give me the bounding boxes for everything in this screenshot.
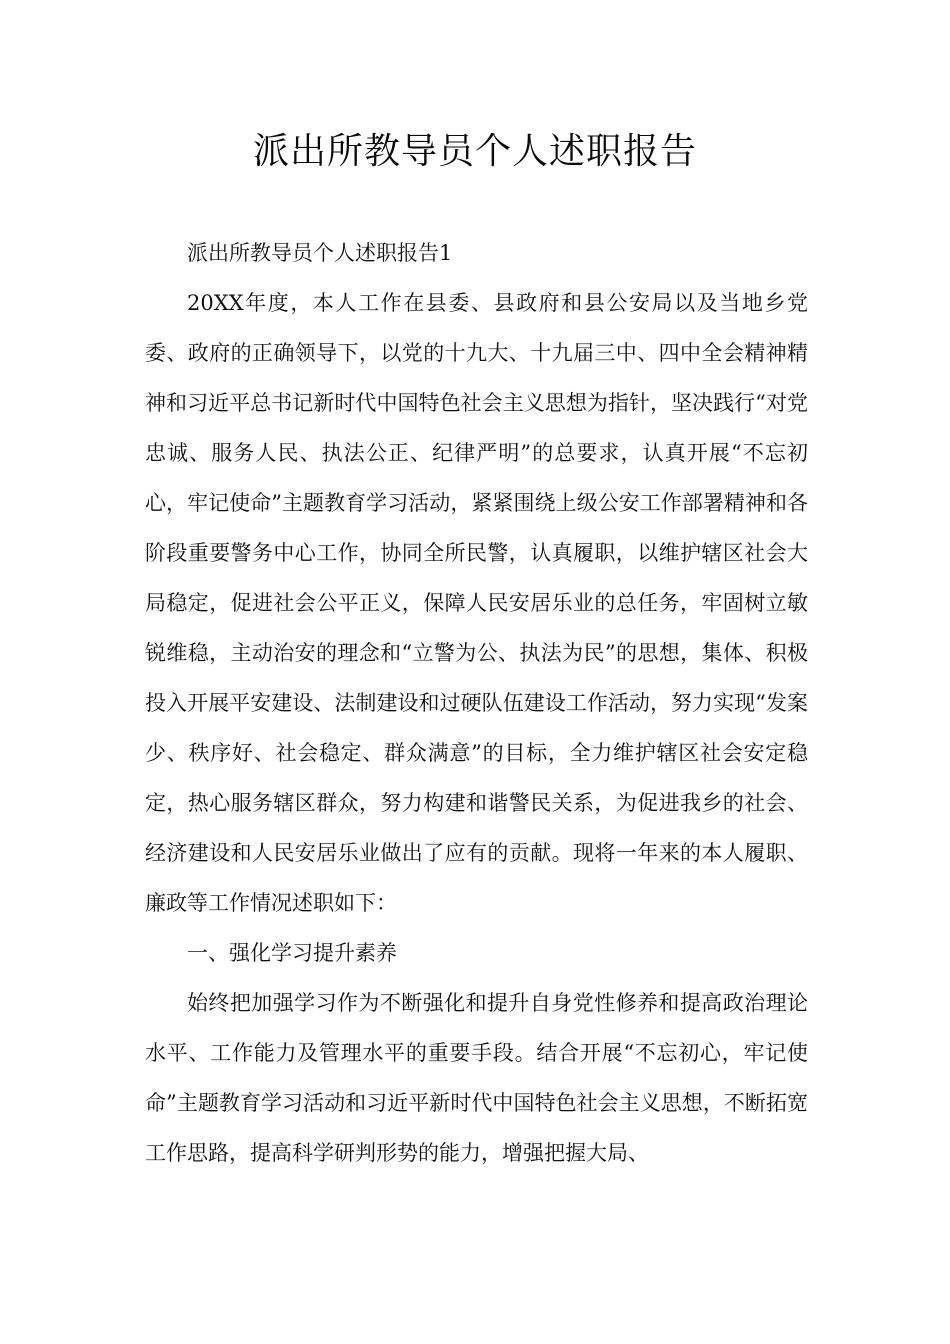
section-heading-1: 一、强化学习提升素养 [187,941,397,965]
document-title: 派出所教导员个人述职报告 [252,131,697,172]
paragraph-intro: 20XX年度，本人工作在县委、县政府和县公安局以及当地乡党委、政府的正确领导下，以党的十九大、十九届三中、四中全会精神精神和习近平总书记新时代中国特色社会主义思想为指针，坚决践行“对党忠诚、服务人民、执法公正、纪律严明”的总要求，认真开展“不忘初心，牢记使命”主题教育学习活动，紧紧围绕上级公安工作部署精神和各阶段重要警务中心工作，协同全所民警，认真履职，以维护辖区社会大局稳定，促进社会公平正义，保障人民安居乐业的总任务，牢固树立敏锐维稳，主动治安的理念和“立警为公、执法为民”的思想，集体、积极投入开展平安建设、法制建设和过硬队伍建设工作活动，努力实现“发案少、秩序好、社会稳定、群众满意”的目标，全力维护辖区社会安定稳定，热心服务辖区群众，努力构建和谐警民关系，为促进我乡的社会、经济建设和人民安居乐业做出了应有的贡献。现将一年来的本人履职、廉政等工作情况述职如下： [145,291,808,915]
report-subtitle: 派出所教导员个人述职报告1 [187,241,453,265]
document-body [145,228,808,1178]
paragraph-study: 始终把加强学习作为不断强化和提升自身党性修养和提高政治理论水平、工作能力及管理水平的重要手段。结合开展“不忘初心，牢记使命”主题教育学习活动和习近平新时代中国特色社会主义思想，不断拓宽工作思路，提高科学研判形势的能力，增强把握大局、 [145,991,808,1165]
